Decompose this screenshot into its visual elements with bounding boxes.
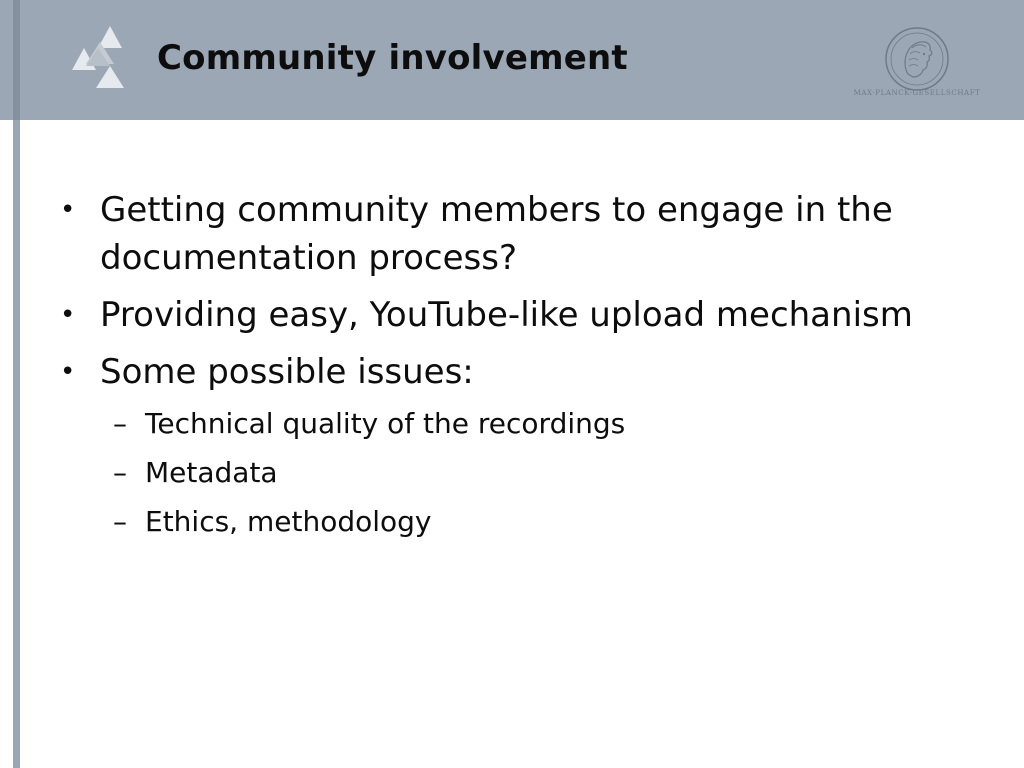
sub-bullet-item — [60, 454, 980, 492]
slide-title: Community involvement — [157, 38, 628, 78]
sub-bullet-text: Metadata — [145, 456, 278, 489]
bullet-marker: • — [60, 195, 76, 225]
triangles-logo-icon — [64, 26, 130, 90]
bullet-item — [60, 291, 980, 339]
sub-bullet-marker: – — [113, 505, 127, 538]
bullet-item — [60, 186, 980, 282]
bullet-text: Some possible issues: — [100, 352, 474, 392]
logo-caption: MAX-PLANCK-GESELLSCHAFT — [853, 89, 981, 97]
sub-bullet-marker: – — [113, 407, 127, 440]
sub-bullet-item — [60, 503, 980, 541]
slide-header — [0, 0, 1024, 120]
bullet-text: Providing easy, YouTube-like upload mechanism — [100, 295, 913, 335]
slide-content — [60, 186, 980, 552]
bullet-text: Getting community members to engage in the documentation process? — [100, 190, 893, 278]
minerva-seal-icon — [882, 24, 952, 94]
bullet-item — [60, 348, 980, 396]
sub-bullet-item — [60, 405, 980, 443]
sub-bullet-text: Technical quality of the recordings — [145, 407, 626, 440]
sub-bullet-text: Ethics, methodology — [145, 505, 432, 538]
bullet-marker: • — [60, 300, 76, 330]
sub-bullet-marker: – — [113, 456, 127, 489]
header-accent-bar — [13, 0, 20, 120]
bullet-marker: • — [60, 357, 76, 387]
